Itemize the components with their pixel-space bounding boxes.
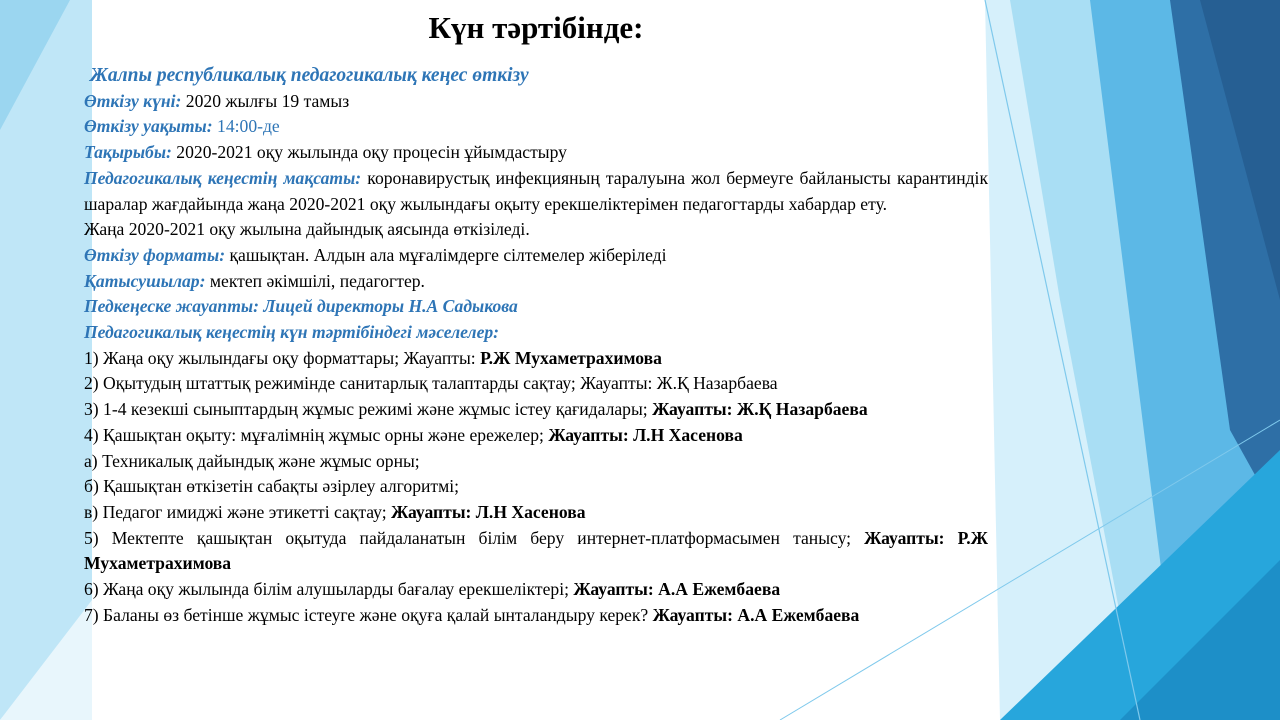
- topic-label: Тақырыбы:: [84, 142, 172, 163]
- format-label: Өткізу форматы:: [84, 244, 226, 265]
- agenda-item: [84, 577, 988, 603]
- agenda-item: [84, 423, 988, 449]
- agenda-item: [84, 346, 988, 372]
- topic-row: [84, 140, 988, 166]
- goal-value: коронавирустық инфекцияның таралуына жол бермеуге байланысты карантиндік шаралар жағдайында жаңа 2020-2021 оқу жылындағы оқыту ерекшеліктерімен педагогтарды хабардар ету.: [84, 167, 988, 214]
- goal-label: Педагогикалық кеңестің мақсаты:: [84, 167, 362, 188]
- agenda-item-responsible: Жауапты: Л.Н Хасенова: [391, 501, 586, 522]
- slide-title: Күн тәртібінде:: [428, 10, 644, 45]
- agenda-item-text: 7) Баланы өз бетінше жұмыс істеуге және оқуға қалай ынталандыру керек?: [84, 604, 649, 625]
- agenda-item-text: 2) Оқытудың штаттық режимінде санитарлық талаптарды сақтау; Жауапты: Ж.Қ Назарбаева: [84, 373, 778, 394]
- agenda-item-responsible: Жауапты: А.А Ежембаева: [573, 579, 781, 600]
- time-value: 14:00-де: [217, 116, 280, 137]
- agenda-item: [84, 371, 988, 397]
- agenda-content: [84, 63, 988, 628]
- topic-value: 2020-2021 оқу жылында оқу процесін ұйымдастыру: [176, 142, 567, 163]
- agenda-subitem: [84, 500, 988, 526]
- agenda-list: [84, 346, 988, 629]
- format-value: қашықтан. Алдын ала мұғалімдерге сілтемелер жіберіледі: [229, 244, 667, 265]
- goal-row: [84, 166, 988, 217]
- agenda-item-responsible: Жауапты: Л.Н Хасенова: [548, 424, 743, 445]
- meeting-subtitle: Жалпы республикалық педагогикалық кеңес өткізу: [90, 65, 529, 86]
- participants-row: [84, 269, 988, 295]
- agenda-item-responsible: Жауапты: Р.Ж Мухаметрахимова: [84, 527, 988, 574]
- agenda-item-text: а) Техникалық дайындық және жұмыс орны;: [84, 450, 420, 471]
- date-row: [84, 89, 988, 115]
- participants-label: Қатысушылар:: [84, 270, 206, 291]
- participants-value: мектеп әкімшілі, педагогтер.: [209, 270, 425, 291]
- agenda-item-text: б) Қашықтан өткізетін сабақты әзірлеу алгоритмі;: [84, 476, 460, 497]
- agenda-item-responsible: Р.Ж Мухаметрахимова: [480, 347, 662, 368]
- date-label: Өткізу күні:: [84, 90, 182, 111]
- time-row: [84, 114, 988, 140]
- date-value: 2020 жылғы 19 тамыз: [185, 90, 350, 111]
- agenda-item: [84, 397, 988, 423]
- agenda-item-text: в) Педагог имиджі және этикетті сақтау;: [84, 501, 387, 522]
- prep-note: Жаңа 2020-2021 оқу жылына дайындық аясында өткізіледі.: [84, 219, 530, 240]
- agenda-item-text: 6) Жаңа оқу жылында білім алушыларды бағалау ерекшеліктері;: [84, 579, 569, 600]
- agenda-item-responsible: Жауапты: Ж.Қ Назарбаева: [652, 399, 868, 420]
- agenda-item-text: 3) 1-4 кезекші сыныптардың жұмыс режимі және жұмыс істеу қағидалары;: [84, 399, 648, 420]
- agenda-item: [84, 603, 988, 629]
- agenda-item-text: 5) Мектепте қашықтан оқытуда пайдаланатын білім беру интернет-платформасымен танысу;: [84, 527, 852, 548]
- agenda-subitem: [84, 449, 988, 475]
- responsible-line: Педкеңеске жауапты: Лицей директоры Н.А Садыкова: [84, 296, 518, 317]
- time-label: Өткізу уақыты:: [84, 116, 213, 137]
- issues-header: Педагогикалық кеңестің күн тәртібіндегі мәселелер:: [84, 322, 500, 343]
- agenda-item-text: 1) Жаңа оқу жылындағы оқу форматтары; Жауапты:: [84, 347, 476, 368]
- format-row: [84, 243, 988, 269]
- left-light-panel: [0, 0, 92, 720]
- agenda-item: [84, 526, 988, 577]
- agenda-item-responsible: Жауапты: А.А Ежембаева: [652, 604, 860, 625]
- agenda-item-text: 4) Қашықтан оқыту: мұғалімнің жұмыс орны және ережелер;: [84, 424, 544, 445]
- agenda-subitem: [84, 474, 988, 500]
